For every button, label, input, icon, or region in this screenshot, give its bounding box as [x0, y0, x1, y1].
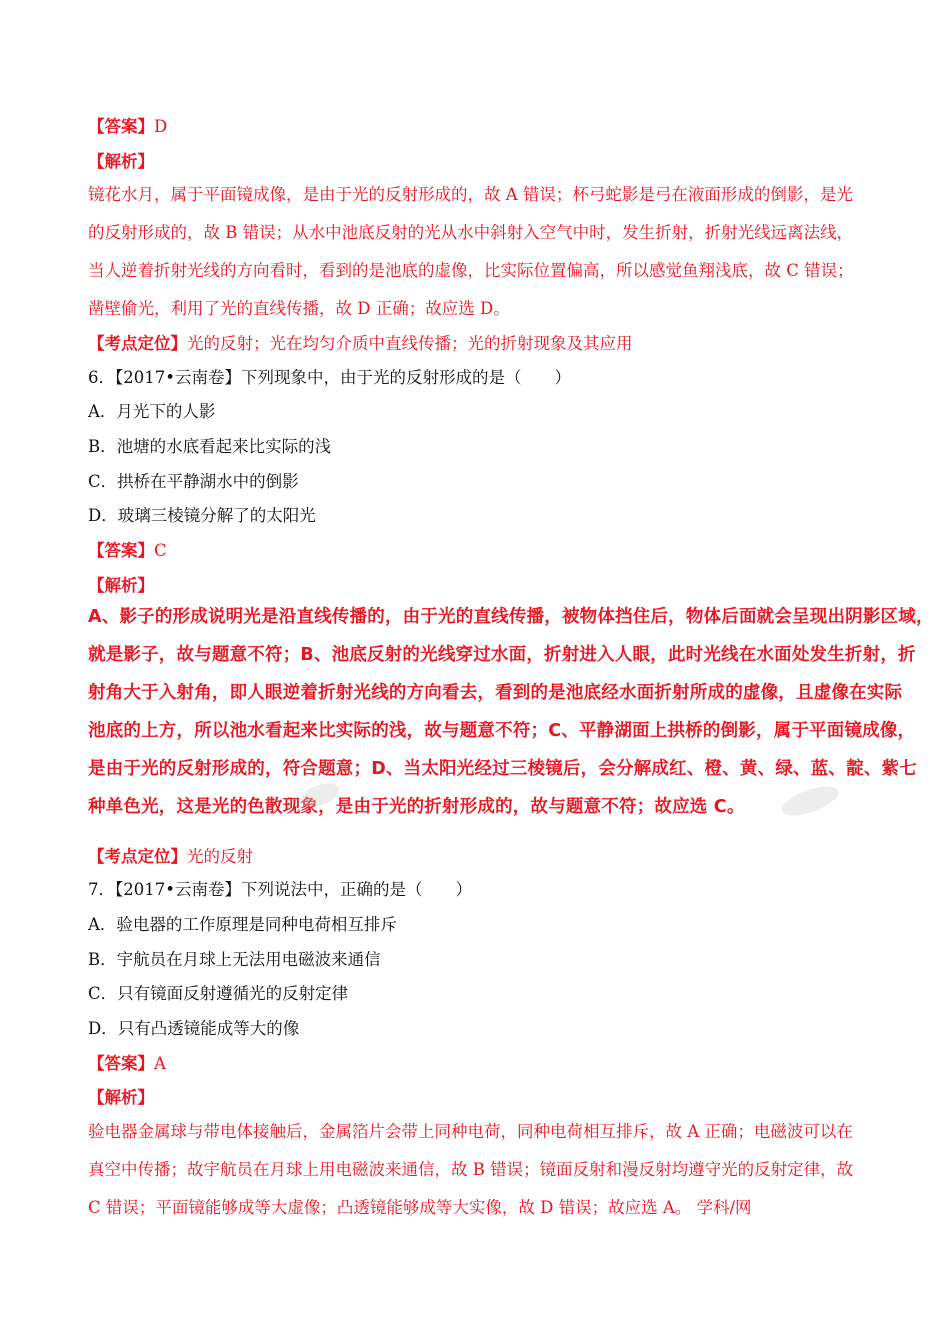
q6-option-d: D．玻璃三棱镜分解了的太阳光	[88, 506, 316, 525]
q6-stem: 6．【2017•云南卷】下列现象中，由于光的反射形成的是（ ）	[88, 368, 571, 387]
q5-analysis-line: 当人逆着折射光线的方向看时，看到的是池底的虚像，比实际位置偏高，所以感觉鱼翔浅底，故 C 错误；	[88, 261, 854, 280]
q6-analysis-line: 池底的上方，所以池水看起来比实际的浅，故与题意不符；C、平静湖面上拱桥的倒影，属于平面镜成像，	[88, 721, 916, 741]
q6-analysis-line: 射角大于入射角，即人眼逆着折射光线的方向看去，看到的是池底经水面折射所成的虚像，且虚像在实际	[88, 683, 903, 703]
q6-knowledge-point: 【考点定位】光的反射	[88, 847, 253, 866]
q6-analysis-line: 种单色光，这是光的色散现象，是由于光的折射形成的，故与题意不符；故应选 C。	[88, 797, 745, 817]
q6-option-a: A．月光下的人影	[88, 402, 216, 421]
q7-stem: 7．【2017•云南卷】下列说法中，正确的是（ ）	[88, 880, 472, 899]
q5-answer: 【答案】D	[88, 117, 168, 136]
q7-option-d: D．只有凸透镜能成等大的像	[88, 1019, 300, 1038]
q5-knowledge-point: 【考点定位】光的反射；光在均匀介质中直线传播；光的折射现象及其应用	[88, 334, 633, 353]
q7-analysis-line: C 错误；平面镜能够成等大虚像；凸透镜能够成等大实像，故 D 错误；故应选 A。 学科/网	[88, 1198, 752, 1217]
q6-analysis-line: 就是影子，故与题意不符；B、池底反射的光线穿过水面，折射进入人眼，此时光线在水面处发生折射，折	[88, 645, 916, 665]
q6-option-b: B．池塘的水底看起来比实际的浅	[88, 437, 332, 456]
q7-analysis-line: 真空中传播；故宇航员在月球上用电磁波来通信，故 B 错误；镜面反射和漫反射均遵守光的反射定律，故	[88, 1160, 854, 1179]
watermark-mark	[778, 780, 842, 821]
q7-option-a: A．验电器的工作原理是同种电荷相互排斥	[88, 915, 397, 934]
q5-analysis-line: 的反射形成的，故 B 错误；从水中池底反射的光从水中斜射入空气中时，发生折射，折射光线远离法线，	[88, 223, 854, 242]
q5-analysis-line: 凿壁偷光，利用了光的直线传播，故 D 正确；故应选 D。	[88, 299, 510, 318]
q7-answer: 【答案】A	[88, 1054, 166, 1073]
q6-analysis-line: A、影子的形成说明光是沿直线传播的，由于光的直线传播，被物体挡住后，物体后面就会呈现出阴影区域，	[88, 607, 934, 627]
q6-answer: 【答案】C	[88, 541, 167, 560]
q6-analysis-line: 是由于光的反射形成的，符合题意；D、当太阳光经过三棱镜后，会分解成红、橙、黄、绿、蓝、靛、紫七	[88, 759, 917, 779]
q7-option-b: B．宇航员在月球上无法用电磁波来通信	[88, 950, 381, 969]
q7-analysis-title: 【解析】	[88, 1088, 154, 1107]
q6-option-c: C．拱桥在平静湖水中的倒影	[88, 472, 299, 491]
q7-analysis-line: 验电器金属球与带电体接触后，金属箔片会带上同种电荷，同种电荷相互排斥，故 A 正确；电磁波可以在	[88, 1122, 853, 1141]
q7-option-c: C．只有镜面反射遵循光的反射定律	[88, 984, 349, 1003]
q6-analysis-title: 【解析】	[88, 576, 154, 595]
q5-analysis-title: 【解析】	[88, 152, 154, 171]
q5-analysis-line: 镜花水月，属于平面镜成像，是由于光的反射形成的，故 A 错误；杯弓蛇影是弓在液面形成的倒影，是光	[88, 185, 853, 204]
